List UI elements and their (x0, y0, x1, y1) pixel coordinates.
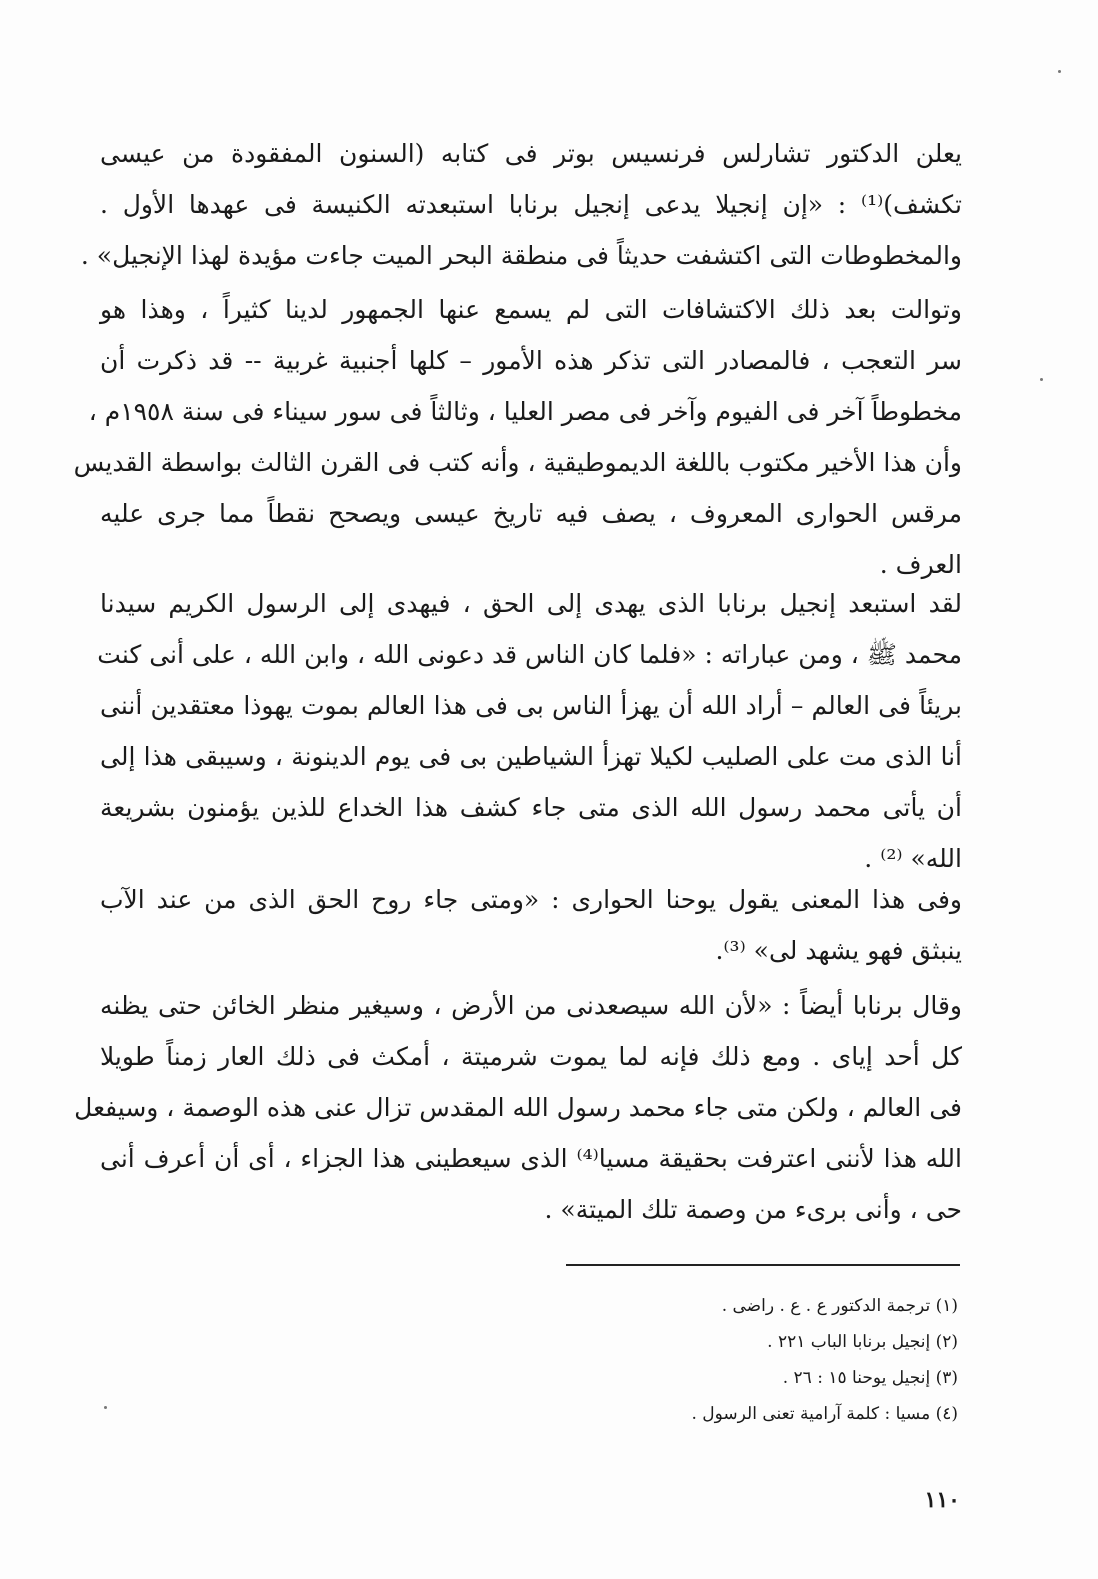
text-line: بريئاً فى العالم – أراد الله أن يهزأ الناس بى فى هذا العالم بموت يهوذا معتقدين أننى (100, 691, 962, 720)
text-line: سر التعجب ، فالمصادر التى تذكر هذه الأمور – كلها أجنبية غربية -- قد ذكرت أن (100, 346, 962, 375)
text-line: وقال برنابا أيضاً : «لأن الله سيصعدنى من الأرض ، وسيغير منظر الخائن حتى يظنه (100, 991, 962, 1020)
paragraph-4 (100, 874, 962, 996)
footnote-4: (٤) مسيا : كلمة آرامية تعنى الرسول . (691, 1404, 958, 1424)
text-line: العرف . (879, 550, 962, 579)
text-line: وتوالت بعد ذلك الاكتشافات التى لم يسمع عنها الجمهور لدينا كثيراً ، وهذا هو (100, 295, 962, 324)
scan-speck (1040, 378, 1043, 381)
text-line: فى العالم ، ولكن متى جاء محمد رسول الله المقدس تزال عنى هذه الوصمة ، وسيفعل (74, 1093, 962, 1122)
footnotes (398, 1288, 958, 1432)
footnote-divider (566, 1264, 960, 1266)
text-line: مرقس الحوارى المعروف ، يصف فيه تاريخ عيسى ويصحح نقطاً مما جرى عليه (100, 499, 962, 528)
text-line: أن يأتى محمد رسول الله الذى متى جاء كشف هذا الخداع للذين يؤمنون بشريعة (100, 793, 962, 822)
text-line: والمخطوطات التى اكتشفت حديثاً فى منطقة البحر الميت جاءت مؤيدة لهذا الإنجيل» . (80, 241, 962, 270)
text-line: الله» ⁽²⁾ . (864, 844, 962, 873)
text-line: وفى هذا المعنى يقول يوحنا الحوارى : «ومتى جاء روح الحق الذى من عند الآب (100, 885, 962, 914)
page-number: ١١٠ (924, 1487, 960, 1513)
paragraph-1 (80, 128, 962, 301)
text-line: لقد استبعد إنجيل برنابا الذى يهدى إلى الحق ، فيهدى إلى الرسول الكريم سيدنا (100, 589, 962, 618)
text-line: يعلن الدكتور تشارلس فرنسيس بوتر فى كتابه (السنون المفقودة من عيسى (100, 139, 962, 168)
footnote-2: (٢) إنجيل برنابا الباب ٢٢١ . (767, 1332, 958, 1352)
text-line: مخطوطاً آخر فى الفيوم وآخر فى مصر العليا ، وثالثاً فى سور سيناء فى سنة ١٩٥٨م ، (88, 397, 962, 426)
text-line: وأن هذا الأخير مكتوب باللغة الديموطيقية ، وأنه كتب فى القرن الثالث بواسطة القديس (73, 448, 962, 477)
text-line: تكشف)⁽¹⁾ : «إن إنجيلا يدعى إنجيل برنابا استبعدته الكنيسة فى عهدها الأول . (100, 190, 962, 219)
paragraph-5 (74, 980, 962, 1255)
text-line: محمد ﷺ ، ومن عباراته : «فلما كان الناس قد دعونى الله ، وابن الله ، على أنى كنت (97, 640, 962, 669)
footnote-3: (٣) إنجيل يوحنا ١٥ : ٢٦ . (782, 1368, 958, 1388)
scan-speck (104, 1406, 107, 1409)
scan-speck (1058, 70, 1061, 73)
text-line: حى ، وأنى برىء من وصمة تلك الميتة» . (544, 1195, 962, 1224)
text-line: كل أحد إياى . ومع ذلك فإنه لما يموت شرميتة ، أمكث فى ذلك العار زمناً طويلا (100, 1042, 962, 1071)
text-line: الله هذا لأننى اعترفت بحقيقة مسيا⁽⁴⁾ الذى سيعطينى هذا الجزاء ، أى أن أعرف أنى (100, 1144, 962, 1173)
text-line: ينبثق فهو يشهد لى» ⁽³⁾. (715, 936, 962, 965)
paragraph-3 (97, 578, 962, 904)
footnote-1: (١) ترجمة الدكتور ع . ع . راضى . (721, 1296, 958, 1316)
paragraph-2 (73, 284, 962, 610)
text-line: أنا الذى مت على الصليب لكيلا تهزأ الشياطين بى فى يوم الدينونة ، وسيبقى هذا إلى (100, 742, 962, 771)
